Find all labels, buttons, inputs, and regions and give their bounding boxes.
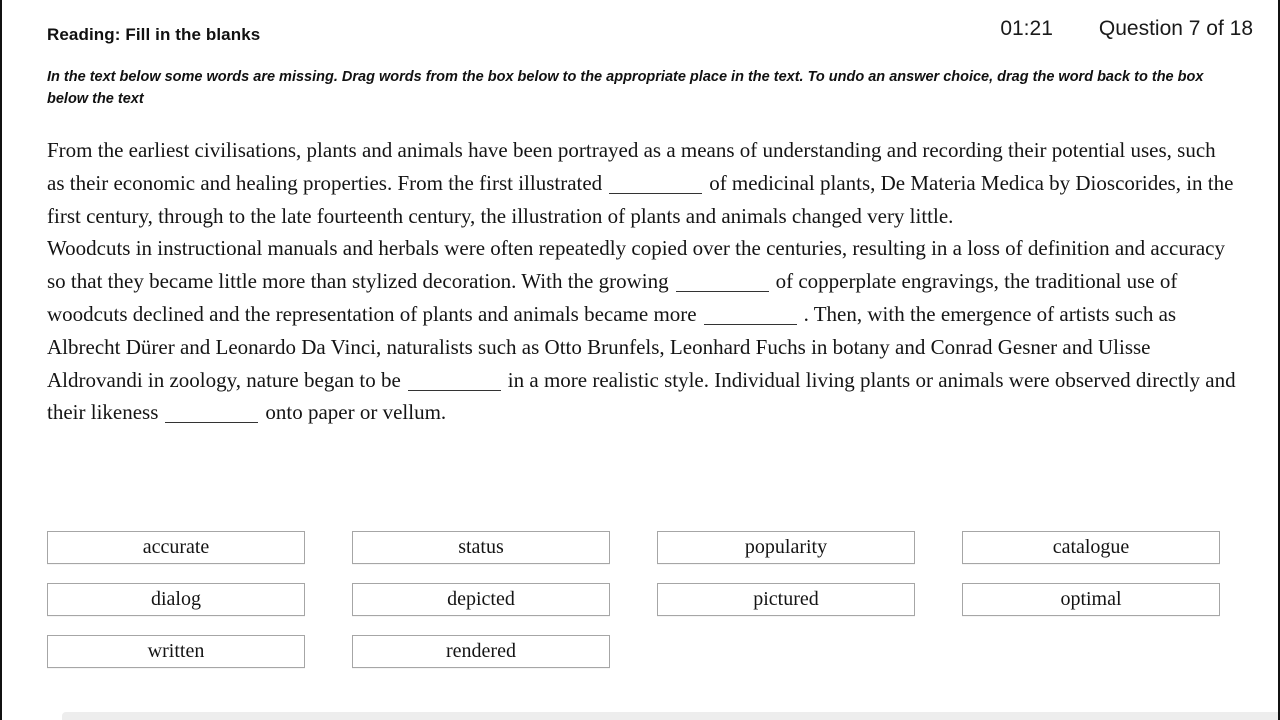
header-right	[1000, 17, 1253, 41]
blank-drop-target-1[interactable]	[609, 177, 702, 194]
passage-text: of medicinal plants, De Materia Medica by Dioscorides, in the first century, through to the late fourteenth century, the illustration of plants and animals changed very little.	[47, 170, 1234, 228]
left-edge-line	[0, 0, 2, 720]
bottom-band	[62, 712, 1278, 720]
passage-text: From the earliest civilisations, plants and animals have been portrayed as a means of understanding and recording their potential uses, such as their economic and healing properties. From the first illustrated	[47, 138, 1216, 195]
passage-text: of copperplate engravings, the traditional use of woodcuts declined and the representation of plants and animals became more	[47, 269, 1178, 326]
blank-drop-target-3[interactable]	[704, 308, 797, 325]
word-option-catalogue[interactable]: catalogue	[962, 531, 1220, 564]
word-option-optimal[interactable]: optimal	[962, 583, 1220, 616]
blank-drop-target-2[interactable]	[676, 275, 769, 292]
passage-text: Woodcuts in instructional manuals and herbals were often repeatedly copied over the centuries, resulting in a loss of definition and accuracy so that they became little more than stylized decoration. With the growing	[47, 236, 1225, 294]
page-title: Reading: Fill in the blanks	[47, 25, 261, 44]
passage	[47, 134, 1237, 429]
question-counter: Question 7 of 18	[1098, 17, 1253, 40]
word-option-written[interactable]: written	[47, 635, 305, 668]
word-option-depicted[interactable]: depicted	[352, 583, 610, 616]
passage-text: onto paper or vellum.	[265, 400, 447, 425]
word-option-rendered[interactable]: rendered	[352, 635, 610, 668]
passage-text: . Then, with the emergence of artists such as Albrecht Dürer and Leonardo Da Vinci, naturalists such as Otto Brunfels, Leonhard Fuchs in botany and Conrad Gesner and Ulisse Aldrovandi in zoology, nature began to be	[47, 301, 1177, 392]
word-bank	[47, 531, 1220, 668]
word-option-dialog[interactable]: dialog	[47, 583, 305, 616]
word-option-popularity[interactable]: popularity	[657, 531, 915, 564]
word-option-status[interactable]: status	[352, 531, 610, 564]
blank-drop-target-4[interactable]	[408, 374, 501, 391]
passage-paragraph	[47, 134, 1237, 232]
timer: 01:21	[1000, 17, 1053, 40]
blank-drop-target-5[interactable]	[165, 406, 258, 423]
word-option-accurate[interactable]: accurate	[47, 531, 305, 564]
word-option-pictured[interactable]: pictured	[657, 583, 915, 616]
passage-text: in a more realistic style. Individual living plants or animals were observed directly and their likeness	[47, 367, 1236, 425]
instructions-text: In the text below some words are missing. Drag words from the box below to the appropriate place in the text. To undo an answer choice, drag the word back to the box below the text	[47, 69, 1204, 107]
passage-paragraph	[47, 232, 1237, 429]
